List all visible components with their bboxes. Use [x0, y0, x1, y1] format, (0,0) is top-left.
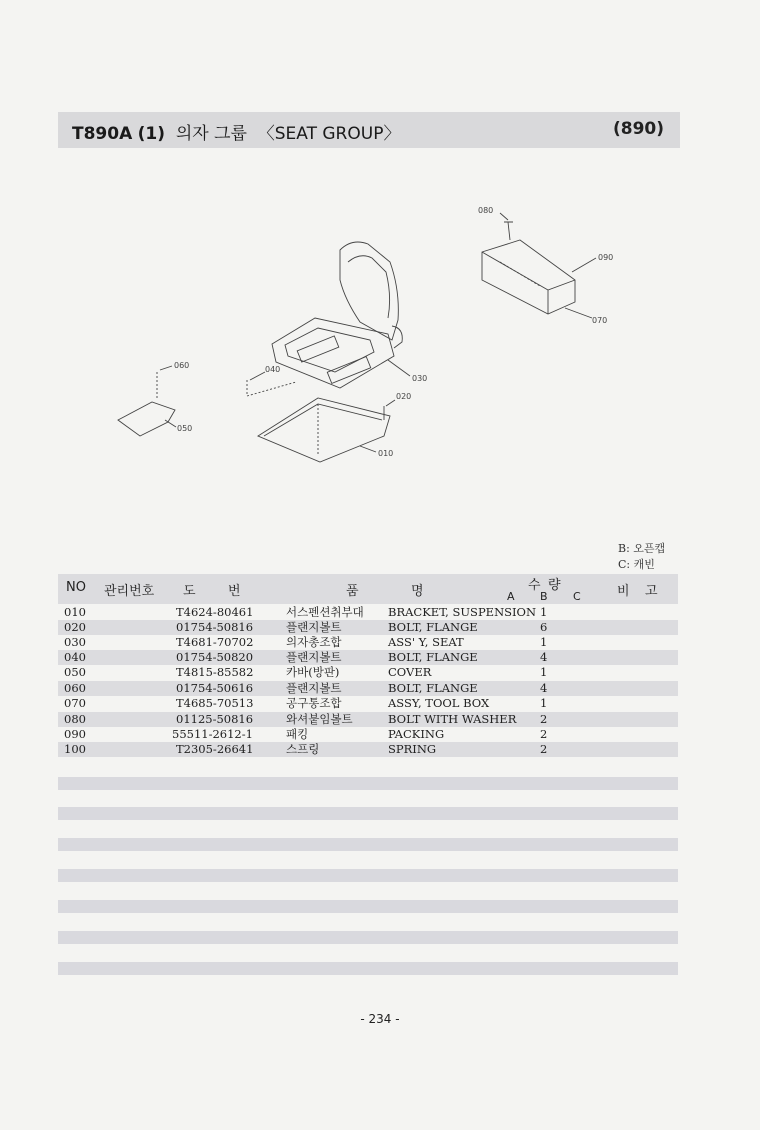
empty-row: [58, 869, 678, 882]
table-row: 070 T4685-70513 공구통조합 ASSY, TOOL BOX 1: [64, 696, 548, 710]
table-row: 040 01754-50820 플랜지볼트 BOLT, FLANGE 4: [58, 650, 678, 665]
header-myeong: 명: [411, 584, 424, 599]
table-row: 050 T4815-85582 카바(방판) COVER 1: [64, 665, 548, 679]
header-su: 수: [528, 578, 541, 593]
part-index: (1): [137, 124, 166, 144]
table-row: 030 T4681-70702 의자총조합 ASS' Y, SEAT 1: [64, 635, 548, 649]
header-beon: 번: [228, 584, 241, 599]
tool-box: [482, 240, 575, 314]
callout-010: 010: [378, 449, 394, 458]
callout-090: 090: [598, 253, 614, 262]
cover-plate: [118, 402, 175, 436]
empty-row: [58, 900, 678, 913]
page-number: - 234 -: [360, 1012, 400, 1026]
header-c: C: [573, 590, 581, 603]
callout-070: 070: [592, 316, 608, 325]
header-no: NO: [66, 580, 86, 595]
callout-060: 060: [174, 361, 190, 370]
empty-row: [58, 777, 678, 790]
callout-050: 050: [177, 424, 193, 433]
callout-040: 040: [265, 365, 281, 374]
table-row: 100 T2305-26641 스프링 SPRING 2: [58, 742, 678, 757]
header-a: A: [507, 590, 515, 603]
empty-row: [58, 931, 678, 944]
model-code: T890A: [72, 124, 133, 144]
table-row: 080 01125-50816 와셔붙임볼트 BOLT WITH WASHER 2: [58, 712, 678, 727]
header-mgmt: 관리번호: [104, 584, 155, 599]
title-english: 〈SEAT GROUP〉: [257, 124, 401, 144]
title-korean: 의자 그룹: [175, 124, 247, 144]
callout-020: 020: [396, 392, 412, 401]
page-title: [72, 119, 400, 144]
header-go: 고: [645, 584, 658, 599]
header-b: B: [540, 590, 548, 603]
legend-c: C: 캐빈: [618, 558, 655, 571]
base-plate: [258, 398, 390, 462]
table-row: 010 T4624-80461 서스펜션취부대 BRACKET, SUSPENSION 1: [64, 605, 548, 619]
header-bi: 비: [617, 584, 630, 599]
legend-b: B: 오픈캡: [618, 542, 666, 555]
empty-row: [58, 838, 678, 851]
table-row: 060 01754-50616 플랜지볼트 BOLT, FLANGE 4: [58, 681, 678, 696]
header-do: 도: [183, 584, 196, 599]
exploded-diagram: [0, 190, 760, 480]
group-code: (890): [612, 119, 664, 139]
table-row: 090 55511-2612-1 패킹 PACKING 2: [64, 727, 548, 741]
header-pum: 품: [346, 584, 359, 599]
seat-cushion: [272, 318, 394, 388]
table-row: 020 01754-50816 플랜지볼트 BOLT, FLANGE 6: [58, 620, 678, 635]
bolt-080: [504, 222, 513, 240]
empty-row: [58, 962, 678, 975]
callout-030: 030: [412, 374, 428, 383]
header-ryang: 량: [548, 578, 561, 593]
callout-080: 080: [478, 206, 494, 215]
empty-row: [58, 807, 678, 820]
